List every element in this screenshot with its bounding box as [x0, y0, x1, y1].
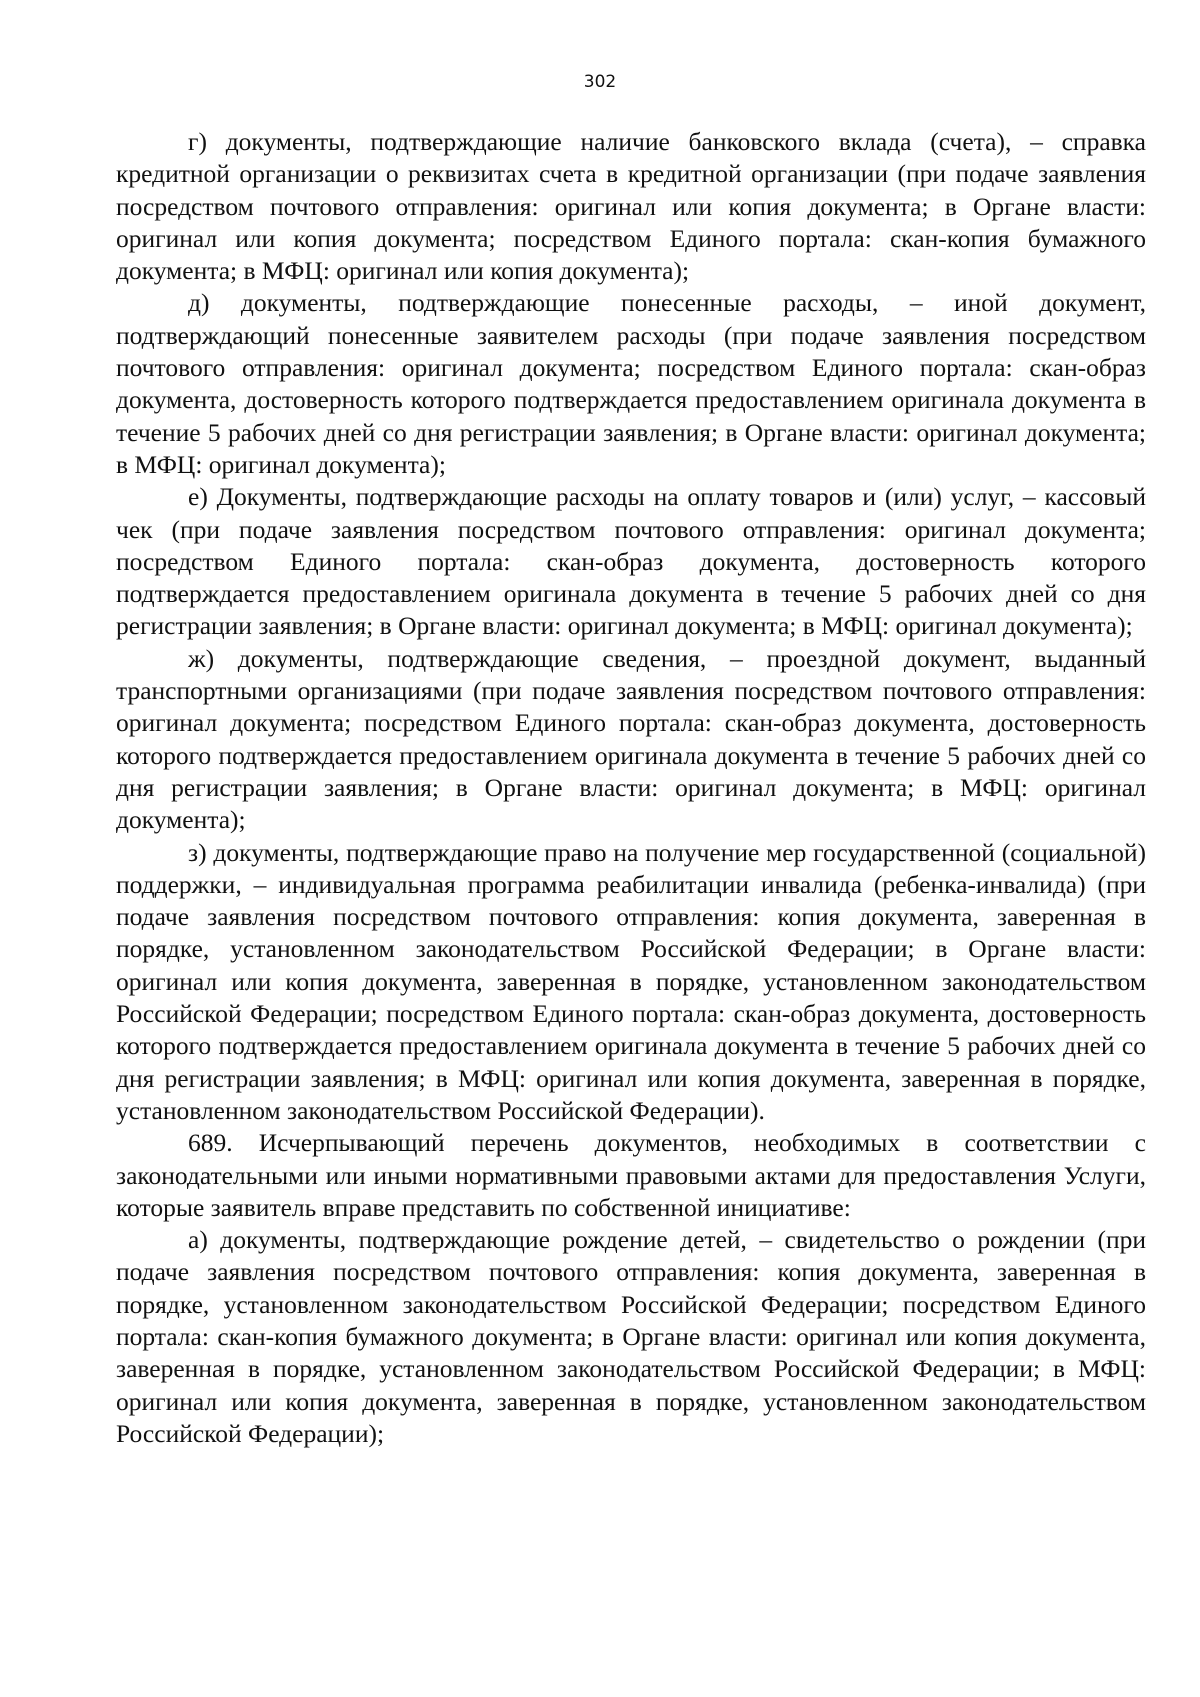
- page-number: 302: [583, 72, 617, 92]
- paragraph-d-expenses: д) документы, подтверждающие понесенные расходы, – иной документ, подтверждающий понесенные заявителем расходы (при подаче заявления посредством почтового отправления: оригинал документа; посредством Единого портала: скан-образ документа, достоверность которого подтверждается предоставлением оригинала документа в течение 5 рабочих дней со дня регистрации заявления; в Органе власти: оригинал документа; в МФЦ: оригинал документа);: [116, 288, 1146, 479]
- paragraph-e-payment-receipts: е) Документы, подтверждающие расходы на оплату товаров и (или) услуг, – кассовый чек (при подаче заявления посредством почтового отправления: оригинал документа; посредством Единого портала: скан-образ документа, достоверность которого подтверждается предоставлением оригинала документа в течение 5 рабочих дней со дня регистрации заявления; в Органе власти: оригинал документа; в МФЦ: оригинал документа);: [116, 482, 1146, 641]
- document-body: [116, 126, 1146, 1450]
- paragraph-a-birth-certificate: а) документы, подтверждающие рождение детей, – свидетельство о рождении (при подаче заявления посредством почтового отправления: копия документа, заверенная в порядке, установленном законодательством Российской Федерации; посредством Единого портала: скан-копия бумажного документа; в Органе власти: оригинал или копия документа, заверенная в порядке, установленном законодательством Российской Федерации; в МФЦ: оригинал или копия документа, заверенная в порядке, установленном законодательством Российской Федерации);: [116, 1225, 1146, 1448]
- paragraph-g-bank-deposit: г) документы, подтверждающие наличие банковского вклада (счета), – справка кредитной организации о реквизитах счета в кредитной организации (при подаче заявления посредством почтового отправления: оригинал или копия документа; в Органе власти: оригинал или копия документа; посредством Единого портала: скан-копия бумажного документа; в МФЦ: оригинал или копия документа);: [116, 127, 1146, 286]
- paragraph-zh-travel-documents: ж) документы, подтверждающие сведения, – проездной документ, выданный транспортными организациями (при подаче заявления посредством почтового отправления: оригинал документа; посредством Единого портала: скан-образ документа, достоверность которого подтверждается предоставлением оригинала документа в течение 5 рабочих дней со дня регистрации заявления; в Органе власти: оригинал документа; в МФЦ: оригинал документа);: [116, 643, 1146, 835]
- paragraph-z-rehabilitation-program: з) документы, подтверждающие право на получение мер государственной (социальной) поддержки, – индивидуальная программа реабилитации инвалида (ребенка-инвалида) (при подаче заявления посредством почтового отправления: копия документа, заверенная в порядке, установленном законодательством Российской Федерации; в Органе власти: оригинал или копия документа, заверенная в порядке, установленном законодательством Российской Федерации; посредством Единого портала: скан-образ документа, достоверность которого подтверждается предоставлением оригинала документа в течение 5 рабочих дней со дня регистрации заявления; в МФЦ: оригинал или копия документа, заверенная в порядке, установленном законодательством Российской Федерации).: [116, 837, 1146, 1125]
- paragraph-689-document-list: 689. Исчерпывающий перечень документов, необходимых в соответствии с законодательными или иными нормативными правовыми актами для предоставления Услуги, которые заявитель вправе представить по собственной инициативе:: [116, 1128, 1146, 1222]
